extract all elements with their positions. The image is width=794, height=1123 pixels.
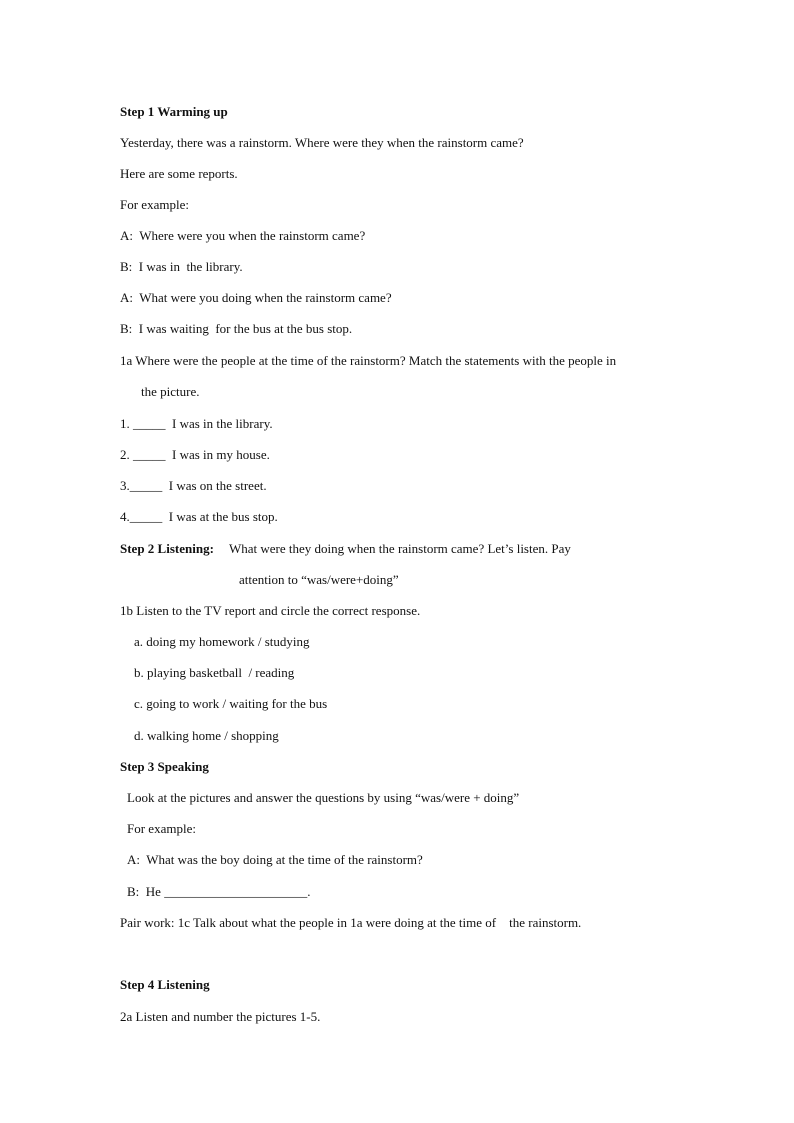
dialogue-line: B: I was in the library.: [120, 259, 243, 274]
step2-heading: Step 2 Listening:: [120, 541, 214, 556]
step3-heading: Step 3 Speaking: [120, 759, 209, 774]
step1-intro: Yesterday, there was a rainstorm. Where were they when the rainstorm came?: [120, 135, 524, 150]
response-option: a. doing my homework / studying: [134, 634, 310, 649]
dialogue-line: A: Where were you when the rainstorm came?: [120, 228, 366, 243]
dialogue-line: B: I was waiting for the bus at the bus stop.: [120, 321, 353, 336]
response-option: c. going to work / waiting for the bus: [134, 696, 328, 711]
step2-text: What were they doing when the rainstorm came? Let’s listen. Pay: [229, 541, 571, 556]
task-2a: 2a Listen and number the pictures 1-5.: [120, 1009, 321, 1024]
match-item: 2. _____ I was in my house.: [120, 447, 270, 462]
step1-reports: Here are some reports.: [120, 166, 238, 181]
step1-heading: Step 1 Warming up: [120, 104, 228, 119]
task-1a-instruction: 1a Where were the people at the time of the rainstorm? Match the statements with the people in: [120, 353, 617, 368]
match-item: 1. _____ I was in the library.: [120, 416, 273, 431]
pair-work: Pair work: 1c Talk about what the people in 1a were doing at the time of the rainstorm.: [120, 915, 582, 930]
step3-question: A: What was the boy doing at the time of the rainstorm?: [127, 852, 423, 867]
step4-heading: Step 4 Listening: [120, 977, 210, 992]
step3-instruction: Look at the pictures and answer the questions by using “was/were + doing”: [127, 790, 520, 805]
match-item: 3._____ I was on the street.: [120, 478, 267, 493]
match-item: 4._____ I was at the bus stop.: [120, 509, 278, 524]
step2-text-cont: attention to “was/were+doing”: [239, 572, 399, 587]
step1-example-label: For example:: [120, 197, 189, 212]
step3-answer: B: He ______________________.: [127, 884, 311, 899]
step3-example-label: For example:: [127, 821, 196, 836]
response-option: d. walking home / shopping: [134, 728, 279, 743]
response-option: b. playing basketball / reading: [134, 665, 295, 680]
task-1b-title: 1b Listen to the TV report and circle the correct response.: [120, 603, 421, 618]
dialogue-line: A: What were you doing when the rainstorm came?: [120, 290, 392, 305]
task-1a-instruction-cont: the picture.: [141, 384, 200, 399]
